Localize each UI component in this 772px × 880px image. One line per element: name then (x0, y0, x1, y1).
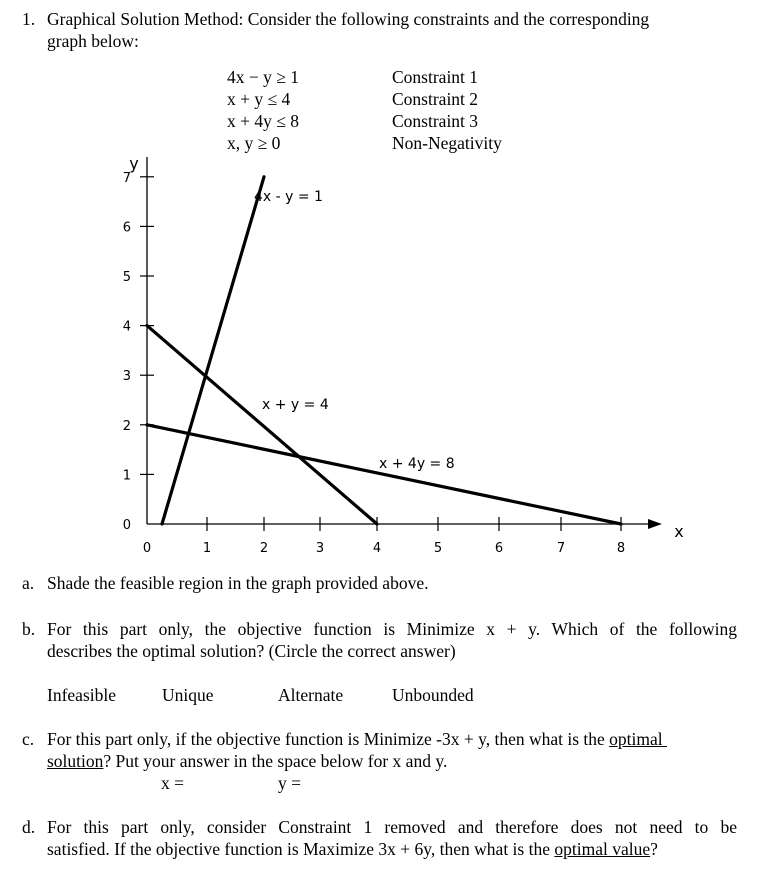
part-a-text: Shade the feasible region in the graph provided above. (47, 573, 429, 593)
question-title: Graphical Solution Method: Consider the following constraints and the corresponding (47, 9, 650, 29)
line-label-1: 4x - y = 1 (254, 189, 323, 205)
y-tick-label: 6 (122, 220, 131, 236)
part-b-line2: describes the optimal solution? (Circle the correct answer) (47, 641, 456, 661)
y-tick-label: 0 (122, 518, 131, 533)
x-tick-label: 4 (372, 541, 382, 556)
constraint-nonneg-label: Non-Negativity (392, 133, 502, 153)
part-c-line2 (47, 750, 447, 772)
part-d-line2 (47, 838, 658, 860)
constraint-1-expr: 4x − y ≥ 1 (227, 67, 299, 87)
y-tick-label: 7 (122, 170, 131, 186)
y-tick-label: 3 (122, 369, 131, 385)
option-alternate[interactable]: Alternate (278, 685, 344, 705)
y-tick-label: 2 (122, 418, 131, 434)
part-c-line1 (47, 728, 667, 750)
x-tick-label: 3 (315, 541, 325, 556)
option-infeasible[interactable]: Infeasible (47, 685, 116, 705)
part-c-optimal-underline: optimal (609, 729, 663, 749)
part-b-line1: For this part only, the objective function is Minimize x + y. Which of the following (47, 619, 737, 639)
constraint-2-label: Constraint 2 (392, 89, 479, 109)
y-axis-title: y (129, 154, 139, 173)
part-d-line2-text: satisfied. If the objective function is Maximize 3x + 6y, then what is the (47, 839, 555, 859)
constraint-line-2 (147, 326, 377, 524)
x-axis-arrowhead (648, 519, 662, 529)
y-tick-label: 4 (122, 319, 131, 335)
part-d-line1: For this part only, consider Constraint 1 removed and therefore does not need to be (47, 817, 737, 837)
part-d-letter: d. (22, 817, 36, 837)
x-tick-label: 2 (259, 541, 269, 556)
part-b-letter: b. (22, 619, 36, 639)
constraint-line-3 (147, 425, 621, 524)
line-label-3: x + 4y = 8 (379, 456, 455, 472)
x-tick-label: 8 (616, 541, 626, 556)
constraint-nonneg-expr: x, y ≥ 0 (227, 133, 281, 153)
part-c-solution-underline: solution (47, 751, 104, 771)
part-d-optimal-value-underline: optimal value (554, 839, 651, 859)
constraint-3-label: Constraint 3 (392, 111, 479, 131)
constraint-1-label: Constraint 1 (392, 67, 479, 87)
part-d-question-mark: ? (650, 839, 658, 859)
x-tick-label: 6 (494, 541, 504, 556)
part-a-letter: a. (22, 573, 35, 593)
part-c-line1-text: For this part only, if the objective function is Minimize -3x + y, then what is the (47, 729, 610, 749)
option-unbounded[interactable]: Unbounded (392, 685, 474, 705)
x-tick-label: 5 (433, 541, 443, 556)
x-tick-label: 1 (202, 541, 212, 556)
question-subtitle: graph below: (47, 31, 139, 51)
y-tick-label: 1 (122, 468, 131, 484)
y-tick-label: 5 (122, 270, 131, 285)
option-unique[interactable]: Unique (162, 685, 214, 705)
part-c-line2-text: ? Put your answer in the space below for x and y. (103, 751, 448, 771)
answer-y-label[interactable]: y = (278, 773, 301, 793)
constraint-2-expr: x + y ≤ 4 (227, 89, 291, 109)
x-axis-title: x (674, 522, 684, 541)
part-c-letter: c. (22, 729, 35, 749)
answer-x-label[interactable]: x = (161, 773, 184, 793)
x-tick-label: 0 (142, 541, 152, 556)
question-number: 1. (22, 9, 36, 29)
x-tick-label: 7 (556, 541, 566, 556)
line-label-2: x + y = 4 (262, 397, 329, 413)
constraint-3-expr: x + 4y ≤ 8 (227, 111, 299, 131)
